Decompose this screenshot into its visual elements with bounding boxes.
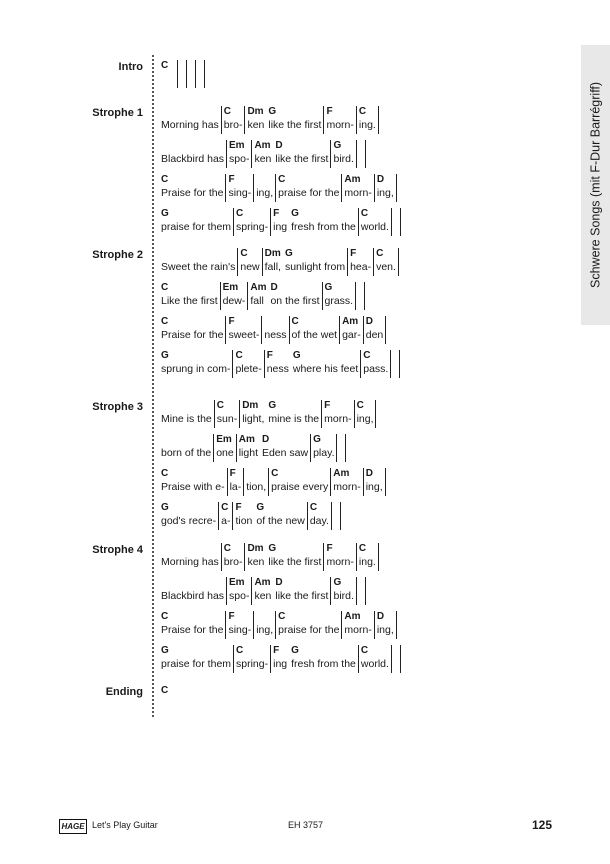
chord-symbol: C: [221, 502, 229, 513]
chord-symbol: C: [236, 645, 244, 656]
bar-line: [218, 502, 219, 530]
lyric-text: ing,: [376, 187, 394, 199]
chord-symbol: C: [360, 645, 369, 656]
chord-symbol: C: [161, 282, 169, 293]
chord-symbol: D: [261, 434, 270, 445]
lyric-text: ken: [247, 556, 265, 568]
lyric-text: fall: [250, 295, 264, 307]
lyric-text: sing-: [228, 624, 252, 636]
chord-symbol: D: [275, 140, 283, 151]
bar-line: [264, 350, 265, 378]
chord-symbol: C: [376, 248, 384, 259]
bar-line: [398, 248, 399, 276]
bar-line: [354, 400, 355, 428]
lyric-text: praise for them: [161, 221, 232, 233]
lyric-text: fresh from the: [291, 221, 356, 233]
bar-line: [204, 60, 205, 88]
chord-symbol: C: [358, 106, 367, 117]
bar-line: [220, 282, 221, 310]
chord-symbol: C: [161, 316, 169, 327]
bar-line: [253, 611, 254, 639]
lyric-text: ness: [264, 329, 287, 341]
bar-line: [321, 400, 322, 428]
lyric-text: like the first: [275, 153, 329, 165]
chord-symbol: C: [278, 611, 286, 622]
bar-line: [375, 400, 376, 428]
bar-line: [385, 316, 386, 344]
bar-line: [363, 468, 364, 496]
chord-symbol: Am: [344, 174, 361, 185]
chord-symbol: C: [278, 174, 286, 185]
bar-line: [232, 502, 233, 530]
bar-line: [400, 645, 401, 673]
chord-symbol: G: [268, 543, 277, 554]
chord-symbol: F: [350, 248, 357, 259]
bar-line: [356, 577, 357, 605]
chord-symbol: C: [161, 685, 169, 696]
bar-line: [339, 316, 340, 344]
lyric-text: sprung in com-: [161, 363, 231, 375]
bar-line: [391, 208, 392, 236]
lyric-text: a-: [221, 515, 231, 527]
bar-line: [396, 611, 397, 639]
bar-line: [356, 543, 357, 571]
lyric-text: ken: [247, 119, 265, 131]
bar-line: [270, 645, 271, 673]
lyric-text: of the wet: [291, 329, 338, 341]
chord-symbol: G: [161, 350, 169, 361]
bar-line: [233, 208, 234, 236]
chord-symbol: Am: [344, 611, 361, 622]
chord-symbol: C: [271, 468, 279, 479]
lyric-text: spring-: [236, 221, 269, 233]
chord-symbol: G: [284, 248, 293, 259]
lyric-text: spring-: [236, 658, 269, 670]
chord-symbol: G: [333, 577, 342, 588]
page-number: 125: [532, 818, 553, 832]
lyric-text: god's recre-: [161, 515, 217, 527]
bar-line: [347, 248, 348, 276]
lyric-text: one: [216, 447, 234, 459]
chord-symbol: C: [161, 611, 169, 622]
chord-symbol: Am: [250, 282, 267, 293]
lyric-text: fresh from the: [291, 658, 356, 670]
chord-symbol: C: [363, 350, 371, 361]
bar-line: [177, 60, 178, 88]
lyric-text: ing: [273, 658, 288, 670]
lyric-text: on the first: [270, 295, 320, 307]
bar-line: [236, 434, 237, 462]
lyric-text: morn-: [324, 413, 352, 425]
lyric-text: tion,: [246, 481, 267, 493]
chord-symbol: G: [292, 350, 301, 361]
lyric-text: praise for the: [278, 187, 340, 199]
lyric-text: Like the first: [161, 295, 218, 307]
lyric-text: light: [238, 447, 258, 459]
bar-line: [275, 611, 276, 639]
chord-symbol: C: [223, 106, 231, 117]
lyric-text: bro-: [223, 556, 243, 568]
lyric-text: fall,: [264, 261, 281, 273]
chord-symbol: G: [268, 400, 277, 411]
lyric-text: plete-: [235, 363, 262, 375]
bar-line: [323, 106, 324, 134]
bar-line: [221, 106, 222, 134]
bar-line: [251, 577, 252, 605]
chord-symbol: C: [358, 543, 367, 554]
bar-line: [225, 316, 226, 344]
bar-line: [244, 106, 245, 134]
chord-symbol: F: [235, 502, 242, 513]
bar-line: [391, 645, 392, 673]
lyric-text: light,: [242, 413, 265, 425]
chord-symbol: D: [270, 282, 278, 293]
lyric-text: world.: [360, 221, 389, 233]
footer-catalog-number: EH 3757: [288, 820, 324, 830]
bar-line: [355, 282, 356, 310]
chord-symbol: F: [324, 400, 331, 411]
chord-symbol: C: [236, 208, 244, 219]
chord-symbol: G: [291, 208, 299, 219]
bar-line: [364, 282, 365, 310]
lyric-text: like the first: [275, 590, 329, 602]
chord-symbol: C: [223, 543, 231, 554]
bar-line: [289, 316, 290, 344]
chord-symbol: F: [273, 645, 280, 656]
publisher-logo: HAGE: [59, 819, 87, 834]
bar-line: [251, 140, 252, 168]
chord-symbol: Dm: [264, 248, 281, 259]
lyric-text: bro-: [223, 119, 243, 131]
lyric-text: den: [365, 329, 384, 341]
bar-line: [195, 60, 196, 88]
lyric-text: Morning has: [161, 119, 219, 131]
bar-line: [330, 468, 331, 496]
lyric-text: ing.: [358, 556, 376, 568]
bar-line: [270, 208, 271, 236]
bar-line: [214, 400, 215, 428]
chord-symbol: G: [333, 140, 342, 151]
bar-line: [378, 543, 379, 571]
bar-line: [365, 577, 366, 605]
lyric-text: morn-: [333, 481, 361, 493]
footer-book-title: Let's Play Guitar: [92, 820, 158, 830]
lyric-text: like the first: [268, 119, 322, 131]
chord-symbol: G: [161, 502, 169, 513]
lyric-text: mine is the: [268, 413, 320, 425]
lyric-text: where his feet: [292, 363, 359, 375]
lyric-text: ing: [273, 221, 288, 233]
chord-symbol: Dm: [247, 106, 264, 117]
chord-symbol: F: [326, 543, 333, 554]
chord-symbol: C: [216, 400, 224, 411]
chord-symbol: Am: [333, 468, 350, 479]
bar-line: [373, 248, 374, 276]
lyric-text: ven.: [376, 261, 396, 273]
lyric-text: ness: [266, 363, 289, 375]
lyric-text: world.: [360, 658, 389, 670]
lyric-text: sweet-: [228, 329, 260, 341]
chord-symbol: Am: [254, 577, 271, 588]
lyric-text: ing,: [256, 624, 274, 636]
lyric-text: ing,: [356, 413, 374, 425]
chord-symbol: F: [228, 316, 235, 327]
bar-line: [385, 468, 386, 496]
chord-symbol: Em: [229, 577, 245, 588]
chord-symbol: C: [161, 60, 169, 71]
chord-symbol: D: [376, 174, 385, 185]
bar-line: [247, 282, 248, 310]
lyric-text: sunlight from: [284, 261, 346, 273]
lyric-text: Praise for the: [161, 624, 224, 636]
bar-line: [226, 140, 227, 168]
chord-symbol: F: [229, 468, 236, 479]
lyric-text: sing-: [228, 187, 252, 199]
bar-line: [253, 174, 254, 202]
chord-symbol: C: [161, 174, 169, 185]
lyric-text: spo-: [229, 153, 250, 165]
section-label: Strophe 3: [92, 401, 143, 413]
lyric-text: Sweet the rain's: [161, 261, 236, 273]
lyric-text: Praise for the: [161, 187, 224, 199]
bar-line: [396, 174, 397, 202]
chord-symbol: F: [228, 174, 235, 185]
bar-line: [330, 140, 331, 168]
chord-symbol: F: [273, 208, 280, 219]
lyric-text: praise for them: [161, 658, 232, 670]
lyric-text: spo-: [229, 590, 250, 602]
bar-line: [307, 502, 308, 530]
lyric-text: new: [240, 261, 260, 273]
chord-symbol: F: [326, 106, 333, 117]
bar-line: [237, 248, 238, 276]
bar-line: [374, 611, 375, 639]
chord-symbol: D: [376, 611, 385, 622]
lyric-text: gar-: [342, 329, 361, 341]
bar-line: [226, 577, 227, 605]
lyric-text: Mine is the: [161, 413, 212, 425]
lyric-text: tion: [235, 515, 253, 527]
bar-line: [323, 543, 324, 571]
bar-line: [275, 174, 276, 202]
lyric-text: ing,: [365, 481, 383, 493]
lyric-text: praise for the: [278, 624, 340, 636]
lyric-text: hea-: [350, 261, 372, 273]
chord-symbol: G: [161, 645, 169, 656]
dotted-margin-rule: [152, 55, 154, 717]
section-label: Strophe 4: [92, 544, 143, 556]
lyric-text: praise every: [271, 481, 329, 493]
chord-symbol: D: [275, 577, 283, 588]
chord-symbol: G: [161, 208, 169, 219]
bar-line: [213, 434, 214, 462]
lyric-text: Praise with e-: [161, 481, 225, 493]
chord-symbol: Em: [229, 140, 245, 151]
bar-line: [186, 60, 187, 88]
lyric-text: Blackbird has: [161, 153, 225, 165]
lyric-text: born of the: [161, 447, 212, 459]
bar-line: [268, 468, 269, 496]
bar-line: [232, 350, 233, 378]
lyric-text: play.: [313, 447, 335, 459]
chord-symbol: F: [266, 350, 273, 361]
bar-line: [341, 174, 342, 202]
chord-symbol: Em: [222, 282, 239, 293]
lyric-text: la-: [229, 481, 242, 493]
chord-symbol: C: [360, 208, 369, 219]
section-label: Strophe 1: [92, 107, 143, 119]
lyric-text: Blackbird has: [161, 590, 225, 602]
chord-symbol: Dm: [242, 400, 259, 411]
lyric-text: morn-: [344, 624, 372, 636]
lyric-text: ing.: [358, 119, 376, 131]
bar-line: [243, 468, 244, 496]
lyric-text: morn-: [344, 187, 372, 199]
lyric-text: bird.: [333, 590, 354, 602]
lyric-text: morn-: [326, 556, 354, 568]
lyric-text: day.: [309, 515, 329, 527]
chord-symbol: G: [291, 645, 299, 656]
chord-symbol: D: [365, 316, 373, 327]
bar-line: [399, 350, 400, 378]
lyric-text: like the first: [268, 556, 322, 568]
section-label: Strophe 2: [92, 249, 143, 261]
chord-symbol: C: [309, 502, 318, 513]
bar-line: [363, 316, 364, 344]
section-label: Ending: [105, 686, 143, 698]
bar-line: [225, 174, 226, 202]
bar-line: [225, 611, 226, 639]
lyric-text: dew-: [222, 295, 246, 307]
chord-symbol: C: [291, 316, 299, 327]
chord-symbol: Dm: [247, 543, 264, 554]
chord-symbol: G: [313, 434, 321, 445]
bar-line: [233, 645, 234, 673]
bar-line: [341, 611, 342, 639]
lyric-text: pass.: [363, 363, 389, 375]
chord-symbol: F: [228, 611, 235, 622]
lyric-text: Morning has: [161, 556, 219, 568]
bar-line: [360, 350, 361, 378]
chord-symbol: Am: [238, 434, 255, 445]
lyric-text: bird.: [333, 153, 354, 165]
bar-line: [378, 106, 379, 134]
lyric-text: ken: [254, 153, 272, 165]
bar-line: [340, 502, 341, 530]
bar-line: [356, 140, 357, 168]
lyric-text: of the new: [256, 515, 305, 527]
lyric-text: Praise for the: [161, 329, 224, 341]
bar-line: [331, 502, 332, 530]
lyric-text: ing,: [376, 624, 394, 636]
lyric-text: grass.: [324, 295, 354, 307]
bar-line: [322, 282, 323, 310]
bar-line: [261, 316, 262, 344]
chord-symbol: C: [240, 248, 248, 259]
bar-line: [345, 434, 346, 462]
bar-line: [244, 543, 245, 571]
bar-line: [358, 208, 359, 236]
chord-symbol: Am: [254, 140, 271, 151]
lyric-text: Eden saw: [261, 447, 309, 459]
bar-line: [227, 468, 228, 496]
lyric-text: morn-: [326, 119, 354, 131]
chord-symbol: D: [365, 468, 373, 479]
bar-line: [400, 208, 401, 236]
lyric-text: ing,: [256, 187, 274, 199]
bar-line: [310, 434, 311, 462]
bar-line: [330, 577, 331, 605]
chord-symbol: Em: [216, 434, 232, 445]
lyric-text: sun-: [216, 413, 238, 425]
bar-line: [365, 140, 366, 168]
chord-symbol: Am: [342, 316, 359, 327]
chord-symbol: C: [235, 350, 243, 361]
side-tab-label: Schwere Songs (mit F-Dur Barrégriff): [588, 81, 603, 289]
bar-line: [358, 645, 359, 673]
chord-symbol: C: [161, 468, 169, 479]
chord-symbol: G: [324, 282, 333, 293]
chord-symbol: G: [256, 502, 265, 513]
chord-symbol: C: [356, 400, 364, 411]
chord-symbol: G: [268, 106, 277, 117]
bar-line: [336, 434, 337, 462]
section-label: Intro: [118, 61, 143, 73]
bar-line: [390, 350, 391, 378]
bar-line: [374, 174, 375, 202]
bar-line: [356, 106, 357, 134]
lyric-text: ken: [254, 590, 272, 602]
bar-line: [239, 400, 240, 428]
bar-line: [221, 543, 222, 571]
bar-line: [262, 248, 263, 276]
